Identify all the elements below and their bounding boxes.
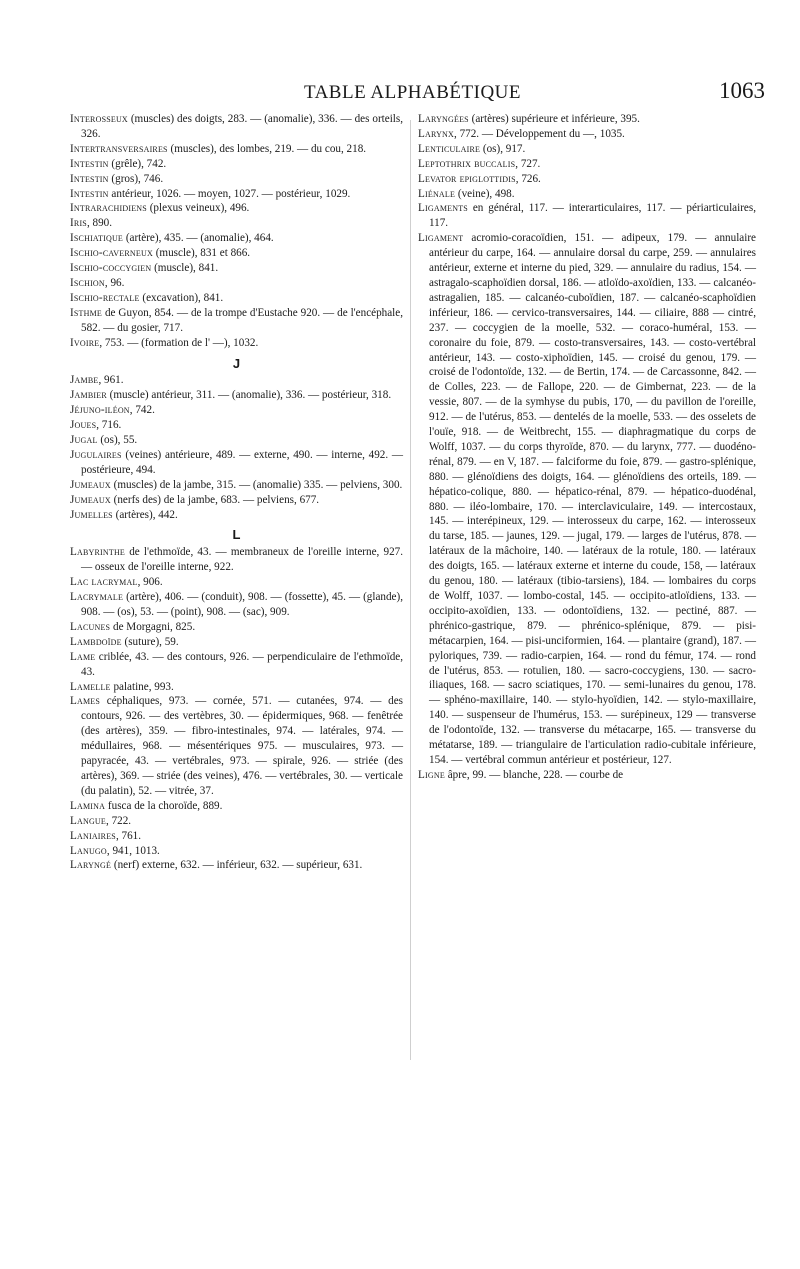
index-entry — [70, 187, 403, 202]
entry-headword: Intertransversaires — [70, 142, 168, 155]
index-entry — [70, 276, 403, 291]
index-entry — [70, 291, 403, 306]
index-entry — [70, 201, 403, 216]
entry-references: (nerfs des) de la jambe, 683. — pelviens, 677. — [110, 493, 320, 506]
entry-references: de Morgagni, 825. — [110, 620, 196, 633]
index-entry — [70, 231, 403, 246]
entry-references: céphaliques, 973. — cornée, 571. — cutanées, 974. — des contours, 926. — des vertèbres, 30. — épidermiques, 968. — fenêtrée (des artères), 359. — fibro-intestinales, 974. — latérales, 974. — médullaires, 968. — mésentériques 975. — musculaires, 973. — papyracée, 43. — vertébrales, 973. — spirale, 926. — striée (des artères), 369. — striée (des veines), 476. — vertébrales, 30. — verticale (du palatin), 52. — vitrée, 37. — [81, 695, 403, 797]
entry-headword: Lame — [70, 650, 96, 663]
entry-headword: Jambe — [70, 374, 99, 387]
entry-references: , 727. — [515, 157, 541, 170]
entry-references: (artères), 442. — [112, 508, 178, 521]
page-title: TABLE ALPHABÉTIQUE — [304, 82, 521, 103]
entry-references: (muscle) antérieur, 311. — (anomalie), 336. — postérieur, 318. — [106, 389, 392, 402]
index-entry — [70, 261, 403, 276]
index-entry — [70, 418, 403, 433]
left-column — [70, 112, 403, 873]
section-letter: L — [232, 527, 241, 543]
index-entry — [70, 433, 403, 448]
section-letter: J — [232, 355, 241, 371]
index-entry — [418, 172, 756, 187]
entry-references: (muscle), 841. — [151, 262, 219, 275]
index-entry — [70, 216, 403, 231]
entry-headword: Lamina — [70, 799, 106, 812]
entry-headword: Isthme — [70, 306, 103, 319]
entry-headword: Joues — [70, 419, 97, 432]
entry-headword: Jugulaires — [70, 448, 122, 461]
entry-references: (artères) supérieure et inférieure, 395. — [468, 113, 640, 125]
entry-headword: Ligament — [418, 232, 464, 245]
entry-references: (excavation), 841. — [139, 291, 224, 304]
entry-headword: Lanugo — [70, 844, 107, 857]
entry-headword: Jéjuno-iléon — [70, 404, 130, 417]
entry-references: de Guyon, 854. — de la trompe d'Eustache 920. — de l'encéphale, 582. — du gosier, 717. — [81, 306, 403, 334]
entry-headword: Labyrinthe — [70, 546, 126, 559]
entry-references: , 906. — [137, 576, 163, 589]
entry-headword: Lacunes — [70, 620, 111, 633]
entry-references: , 96. — [104, 276, 125, 289]
running-head — [60, 78, 765, 110]
entry-headword: Jumelles — [70, 508, 113, 521]
entry-references: (gros), 746. — [108, 172, 164, 185]
index-entry — [70, 799, 403, 814]
entry-headword: Laryngées — [418, 113, 469, 125]
index-entry — [70, 246, 403, 261]
entry-headword: Ischion — [70, 276, 105, 289]
entry-headword: Larynx — [418, 127, 455, 140]
index-entry — [418, 768, 756, 783]
entry-headword: Iris — [70, 217, 87, 230]
index-entry — [70, 620, 403, 635]
entry-headword: Ischio-coccygien — [70, 262, 152, 275]
page-number: 1063 — [719, 78, 765, 103]
entry-headword: Jumeaux — [70, 493, 111, 506]
index-entry — [70, 814, 403, 829]
entry-headword: Jumeaux — [70, 478, 111, 491]
index-entry — [70, 694, 403, 798]
entry-references: (artère), 406. — (conduit), 908. — (fossette), 45. — (glande), 908. — (os), 53. — (point), 908. — (sac), 909. — [81, 591, 403, 618]
index-entry — [70, 650, 403, 680]
index-entry — [70, 635, 403, 650]
entry-headword: Ligne — [418, 768, 445, 781]
index-entry — [70, 373, 403, 388]
index-entry — [70, 493, 403, 508]
entry-headword: Leptothrix buccalis — [418, 157, 516, 170]
entry-references: , 772. — Développement du —, 1035. — [454, 127, 625, 140]
entry-references: (veines) antérieure, 489. — externe, 490. — interne, 492. — postérieure, 494. — [81, 448, 403, 476]
entry-references: en général, 117. — interarticulaires, 117. — périarticulaires, 117. — [429, 202, 756, 230]
entry-references: , 761. — [115, 829, 142, 842]
entry-references: de l'ethmoïde, 43. — membraneux de l'oreille interne, 927. — osseux de l'oreille interne, 922. — [81, 546, 403, 574]
entry-references: , 890. — [86, 217, 113, 230]
entry-references: (muscle), 831 et 866. — [152, 247, 251, 260]
index-entry — [70, 157, 403, 172]
entry-references: (muscles) de la jambe, 315. — (anomalie) 335. — pelviens, 300. — [110, 478, 403, 491]
entry-headword: Intestin — [70, 187, 109, 200]
index-entry — [70, 575, 403, 590]
entry-headword: Interosseux — [70, 113, 128, 125]
entry-headword: Lac lacrymal — [70, 576, 138, 589]
entry-references: (muscles) des doigts, 283. — (anomalie), 336. — des orteils, 326. — [81, 113, 403, 140]
entry-references: (os), 55. — [97, 434, 138, 447]
index-entry — [418, 157, 756, 172]
index-entry — [418, 127, 756, 142]
index-entry — [70, 508, 403, 523]
entry-headword: Ligaments — [418, 202, 468, 215]
index-entry — [418, 187, 756, 202]
entry-headword: Levator epiglottidis — [418, 172, 516, 185]
entry-references: (muscles), des lombes, 219. — du cou, 218. — [167, 142, 367, 155]
index-entry — [70, 545, 403, 575]
entry-references: (grêle), 742. — [108, 157, 167, 170]
right-column — [418, 112, 756, 783]
entry-references: , 753. — (formation de l' —), 1032. — [99, 336, 259, 349]
entry-references: âpre, 99. — blanche, 228. — courbe de — [444, 768, 624, 781]
index-entry — [70, 448, 403, 478]
index-entry — [70, 680, 403, 695]
entry-references: , 722. — [106, 814, 132, 827]
entry-headword: Ischiatique — [70, 232, 124, 245]
index-entry — [70, 844, 403, 859]
entry-headword: Lamelle — [70, 680, 111, 693]
entry-references: palatine, 993. — [110, 680, 174, 693]
entry-references: acromio-coracoïdien, 151. — adipeux, 179. — annulaire antérieur du carpe, 164. — annulaire dorsal du carpe, 259. — annulaires antérieur, externe et interne du pied, 329. — annulaire du radius, 154. — astragalo-scaphoïdien dorsal, 186. — atloïdo-axoïdien, 133. — calcanéo-astragalien, 185. — calcanéo-cuboïdien, 187. — calcanéo-scaphoïdien inférieur, 186. — cervico-transversaires, 144. — ciliaire, 888 — cintré, 237. — coccygien de la moelle, 532. — coraco-huméral, 153. — coronaire du foie, 879. — costo-transversaires, 143. — costo-vertébral antérieur, 143. — costo-xiphoïdien, 145. — croisé du genou, 179. — croisé de l'odontoïde, 132. — de Bertin, 174. — de Carcassonne, 842. — de Colles, 223. — de Fallope, 220. — de Gimbernat, 223. — de la vessie, 807. — de la symhyse du pubis, 170, — du pavillon de l'oreille, 912. — de l'utérus, 853. — dentelés de la moelle, 533. — des osselets de l'ouïe, 918. — de Weitbrecht, 155. — diaphragmatique du corps de Wolff, 1037. — du corps thyroïde, 870. — du larynx, 777. — duodéno-rénal, 879. — en V, 187. — falciforme du foie, 879. — gastro-splénique, 880. — glénoïdiens des doigts, 164. — glénoïdiens des orteils, 189. — hépatico-colique, 880. — hépatico-rénal, 879. — hépatico-duodénal, 880. — iléo-lombaire, 170. — interclaviculaire, 149. — intercostaux, 145. — interépineux, 129. — interosseux du carpe, 162. — interosseux du tarse, 185. — jaunes, 129. — jugal, 179. — larges de l'utérus, 878. — latéraux de la mâchoire, 140. — latéraux de la rotule, 180. — latéraux des doigts, 165. — latéraux externe et interne du coude, 158, — latéraux du genou, 180. — latéraux (tibio-tarsiens), 184. — lombaires du corps de Wolff, 1037. — lombo-costal, 145. — occipito-atloïdiens, 133. — occipito-axoïdien, 133. — odontoïdiens, 132. — pectiné, 887. — phrénico-gastrique, 879. — phrénico-splénique, 879. — pisi-métacarpien, 164. — pisi-unciformien, 164. — plantaire (grand), 187. — pyloriques, 739. — radio-carpien, 164. — rond du fémur, 174. — rond de l'utérus, 853. — rotulien, 180. — sacro-coccygiens, 130. — sacro-iliaques, 168. — sacro sciatiques, 170. — semi-lunaires du genou, 178. — sphéno-maxillaire, 140. — stylo-hyoïdien, 142. — stylo-maxillaire, 140. — suspenseur de l'humérus, 153. — surépineux, 129 — transverse de l'odontoïde, 132. — transverse du métacarpe, 165. — transverse du métatarse, 189. — triangulaire de l'articulation radio-cubitale inférieure, 154. — vertébral commun antérieur et postérieur, 127. — [429, 232, 756, 766]
entry-headword: Lacrymale — [70, 591, 124, 604]
entry-headword: Langue — [70, 814, 107, 827]
index-entry — [70, 388, 403, 403]
entry-references: , 716. — [96, 419, 122, 432]
entry-headword: Ivoire — [70, 336, 100, 349]
entry-references: , 941, 1013. — [106, 844, 160, 857]
entry-headword: Lames — [70, 695, 101, 708]
entry-headword: Jugal — [70, 434, 98, 447]
entry-references: (artère), 435. — (anomalie), 464. — [123, 232, 274, 245]
entry-references: (veine), 498. — [455, 187, 515, 200]
index-entry — [418, 142, 756, 157]
entry-headword: Lambdoïde — [70, 635, 122, 648]
index-entry — [70, 142, 403, 157]
index-entry — [70, 336, 403, 351]
index-entry — [70, 590, 403, 620]
entry-references: (plexus veineux), 496. — [146, 202, 250, 215]
index-entry — [418, 231, 756, 768]
entry-references: fusca de la choroïde, 889. — [105, 799, 223, 812]
index-entry — [70, 403, 403, 418]
index-entry — [418, 112, 756, 127]
index-entry — [70, 112, 403, 142]
entry-headword: Laniaires — [70, 829, 116, 842]
entry-references: , 961. — [98, 374, 124, 387]
entry-references: , 742. — [129, 404, 155, 417]
entry-headword: Intrarachidiens — [70, 202, 147, 215]
entry-headword: Lenticulaire — [418, 142, 481, 155]
entry-headword: Intestin — [70, 172, 109, 185]
index-entry — [70, 306, 403, 336]
entry-references: criblée, 43. — des contours, 926. — perpendiculaire de l'ethmoïde, 43. — [81, 650, 403, 678]
column-divider — [410, 120, 411, 1060]
entry-headword: Laryngé — [70, 859, 112, 872]
entry-headword: Ischio-caverneux — [70, 247, 153, 260]
entry-headword: Ischio-rectale — [70, 291, 140, 304]
entry-references: antérieur, 1026. — moyen, 1027. — postérieur, 1029. — [108, 187, 351, 200]
entry-references: , 726. — [515, 172, 541, 185]
entry-references: (os), 917. — [480, 142, 526, 155]
index-entry — [70, 172, 403, 187]
entry-headword: Jambier — [70, 389, 107, 402]
index-entry — [70, 829, 403, 844]
entry-headword: Intestin — [70, 157, 109, 170]
index-entry — [70, 478, 403, 493]
index-entry — [70, 858, 403, 873]
entry-references: (suture), 59. — [121, 635, 179, 648]
entry-headword: Liénale — [418, 187, 456, 200]
index-entry — [418, 201, 756, 231]
entry-references: (nerf) externe, 632. — inférieur, 632. — supérieur, 631. — [111, 859, 363, 872]
